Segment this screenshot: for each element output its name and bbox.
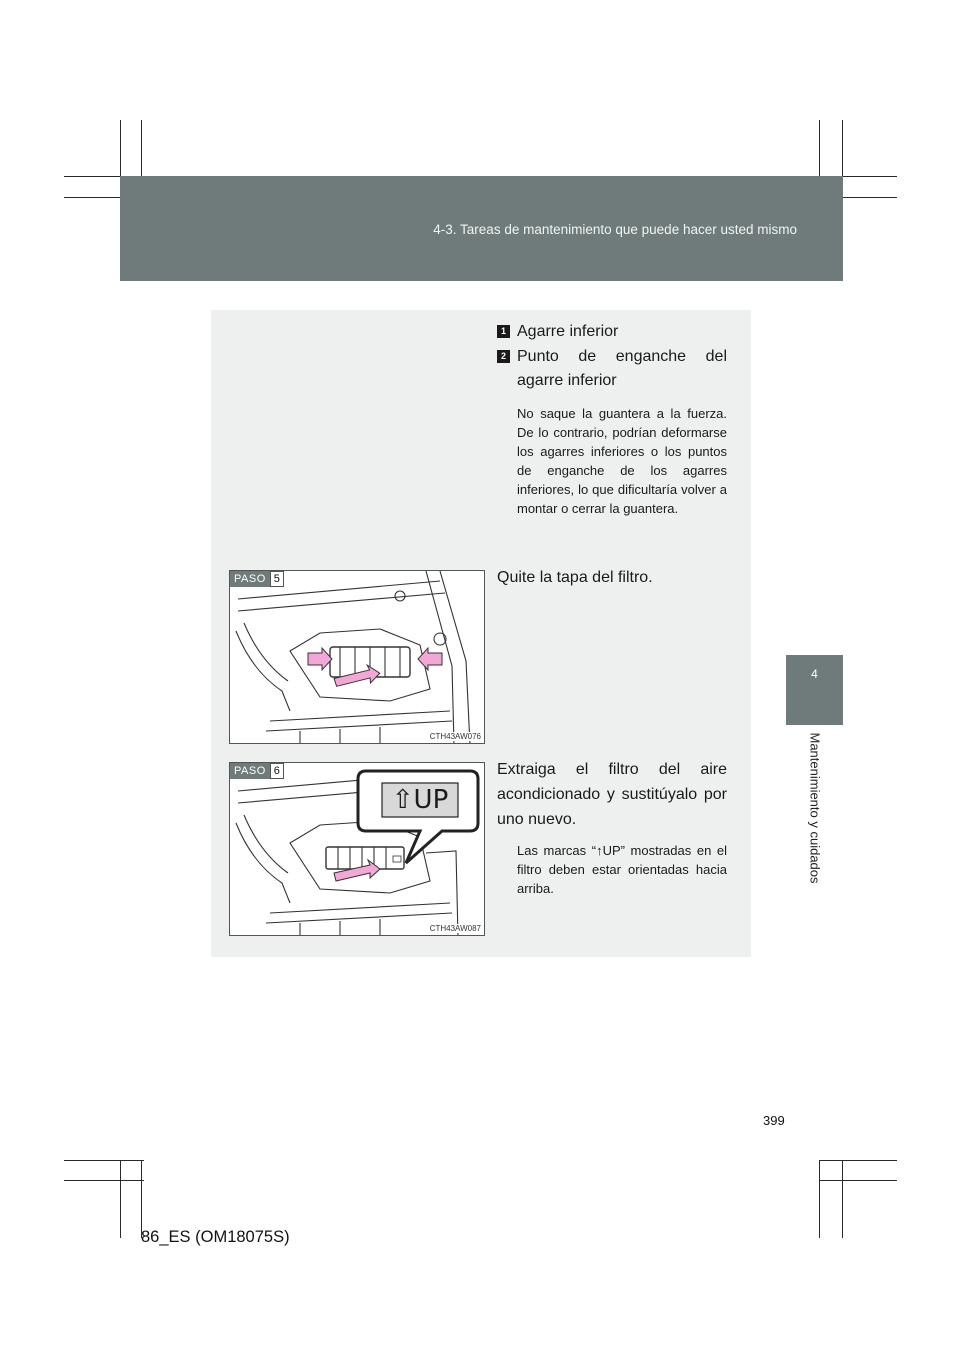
figure-code: CTH43AW076 xyxy=(429,732,481,741)
step-note: Las marcas “↑UP” mostradas en el filtro deben estar orientadas hacia arriba. xyxy=(517,843,727,896)
legend-item xyxy=(497,320,727,344)
callout-badge: 1 xyxy=(497,325,510,338)
section-title: 4-3. Tareas de mantenimiento que puede hacer usted mismo xyxy=(433,222,797,237)
crop-mark xyxy=(141,1160,142,1238)
legend-item xyxy=(497,345,727,393)
crop-mark xyxy=(819,1160,897,1161)
chapter-tab xyxy=(786,655,843,725)
step-label: PASO xyxy=(230,763,270,779)
legend-text: Punto de enganche del agarre inferior xyxy=(517,348,727,389)
step-badge xyxy=(230,763,284,779)
step-instruction: Quite la tapa del filtro. xyxy=(497,569,653,586)
chapter-label: Mantenimiento y cuidados xyxy=(807,732,823,884)
figure-code: CTH43AW087 xyxy=(429,924,481,933)
legend-text: Agarre inferior xyxy=(517,323,619,340)
content-panel xyxy=(211,310,751,957)
section-header xyxy=(120,176,843,281)
crop-mark xyxy=(819,1180,897,1181)
step-6-text xyxy=(497,757,727,898)
crop-mark xyxy=(842,1160,843,1238)
glovebox-illustration xyxy=(230,571,485,744)
crop-mark xyxy=(64,1180,144,1181)
step-badge xyxy=(230,571,284,587)
step-number: 6 xyxy=(270,763,284,779)
step-number: 5 xyxy=(270,571,284,587)
step-5-figure xyxy=(229,570,485,744)
page-number: 399 xyxy=(763,1113,785,1128)
up-callout-label: ⇧UP xyxy=(391,785,449,815)
callout-badge: 2 xyxy=(497,350,510,363)
crop-mark xyxy=(64,1160,144,1161)
crop-mark xyxy=(120,1160,121,1238)
manual-code: 86_ES (OM18075S) xyxy=(141,1228,290,1246)
crop-mark xyxy=(819,1160,820,1238)
intro-block xyxy=(497,320,727,518)
step-label: PASO xyxy=(230,571,270,587)
step-instruction: Extraiga el filtro del aire acondicionado y sustitúyalo por uno nuevo. xyxy=(497,761,727,828)
step-5-text xyxy=(497,566,727,590)
chapter-number: 4 xyxy=(811,667,818,681)
step-6-figure xyxy=(229,762,485,936)
caution-note: No saque la guantera a la fuerza. De lo contrario, podrían deformarse los agarres inferiores o los puntos de enganche de los agarres inferiores, lo que dificultaría volver a montar o cerrar la guantera. xyxy=(517,406,727,516)
